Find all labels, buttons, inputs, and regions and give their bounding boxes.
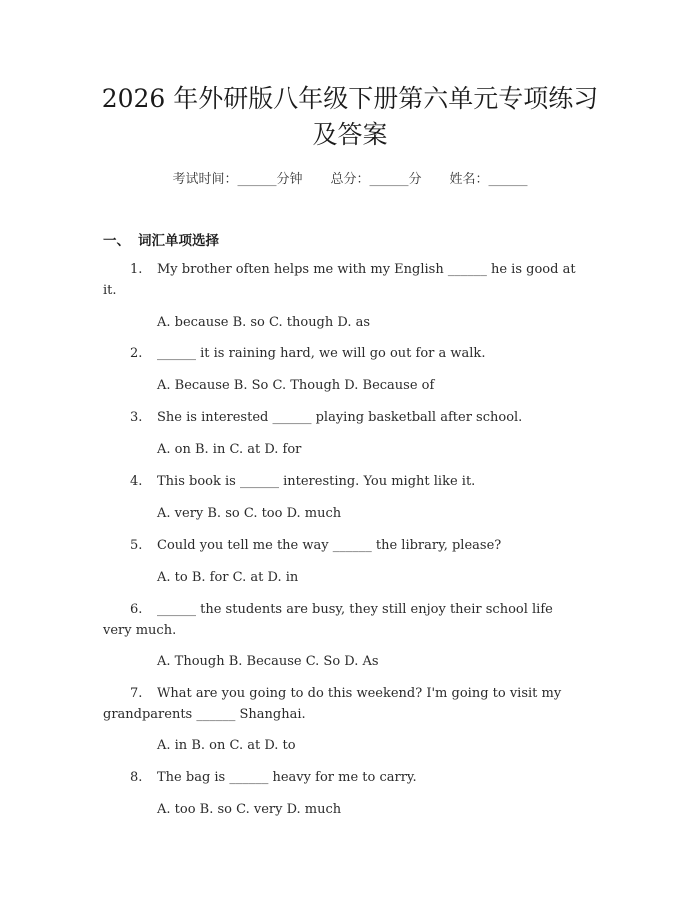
question-text: ______ it is raining hard, we will go out for a walk. xyxy=(157,346,486,361)
section-number: 一、 xyxy=(103,233,130,249)
question-item xyxy=(130,685,561,703)
exam-info xyxy=(0,168,700,187)
question-options: A. Though B. Because C. So D. As xyxy=(157,654,379,669)
question-number: 5. xyxy=(130,538,143,553)
question-number: 7. xyxy=(130,686,143,701)
question-item xyxy=(130,537,501,555)
question-options: A. too B. so C. very D. much xyxy=(157,802,342,817)
document-title-line-2: 及答案 xyxy=(312,120,388,149)
question-text: This book is ______ interesting. You might like it. xyxy=(157,474,476,489)
question-options: A. because B. so C. though D. as xyxy=(157,315,371,330)
question-text-continued: very much. xyxy=(103,623,177,638)
question-item xyxy=(130,409,522,427)
question-options: A. to B. for C. at D. in xyxy=(157,570,299,585)
question-item xyxy=(130,345,485,363)
question-number: 1. xyxy=(130,262,143,277)
question-item xyxy=(130,473,475,491)
question-number: 2. xyxy=(130,346,143,361)
question-text-continued: it. xyxy=(103,283,117,298)
exam-score-label: 总分：______分 xyxy=(330,172,422,187)
section-heading xyxy=(103,229,219,249)
question-text: What are you going to do this weekend? I'm going to visit my xyxy=(157,686,562,701)
question-options: A. in B. on C. at D. to xyxy=(157,738,296,753)
question-options: A. very B. so C. too D. much xyxy=(157,506,342,521)
question-text: She is interested ______ playing basketball after school. xyxy=(157,410,523,425)
exam-name-label: 姓名：______ xyxy=(449,172,528,187)
question-number: 3. xyxy=(130,410,143,425)
question-number: 8. xyxy=(130,770,143,785)
question-item xyxy=(130,769,417,787)
question-text: The bag is ______ heavy for me to carry. xyxy=(157,770,417,785)
question-text: ______ the students are busy, they still enjoy their school life xyxy=(157,602,553,617)
question-text: My brother often helps me with my English ______ he is good at xyxy=(157,262,576,277)
question-text: Could you tell me the way ______ the library, please? xyxy=(157,538,502,553)
question-number: 4. xyxy=(130,474,143,489)
question-options: A. on B. in C. at D. for xyxy=(157,442,302,457)
question-options: A. Because B. So C. Though D. Because of xyxy=(157,378,435,393)
section-title: 词汇单项选择 xyxy=(138,233,219,249)
question-item xyxy=(130,261,576,279)
question-text-continued: grandparents ______ Shanghai. xyxy=(103,707,306,722)
exam-time-label: 考试时间：______分钟 xyxy=(172,172,303,187)
question-item xyxy=(130,601,553,619)
document-title-line-1: 2026 年外研版八年级下册第六单元专项练习 xyxy=(101,84,599,113)
question-number: 6. xyxy=(130,602,143,617)
